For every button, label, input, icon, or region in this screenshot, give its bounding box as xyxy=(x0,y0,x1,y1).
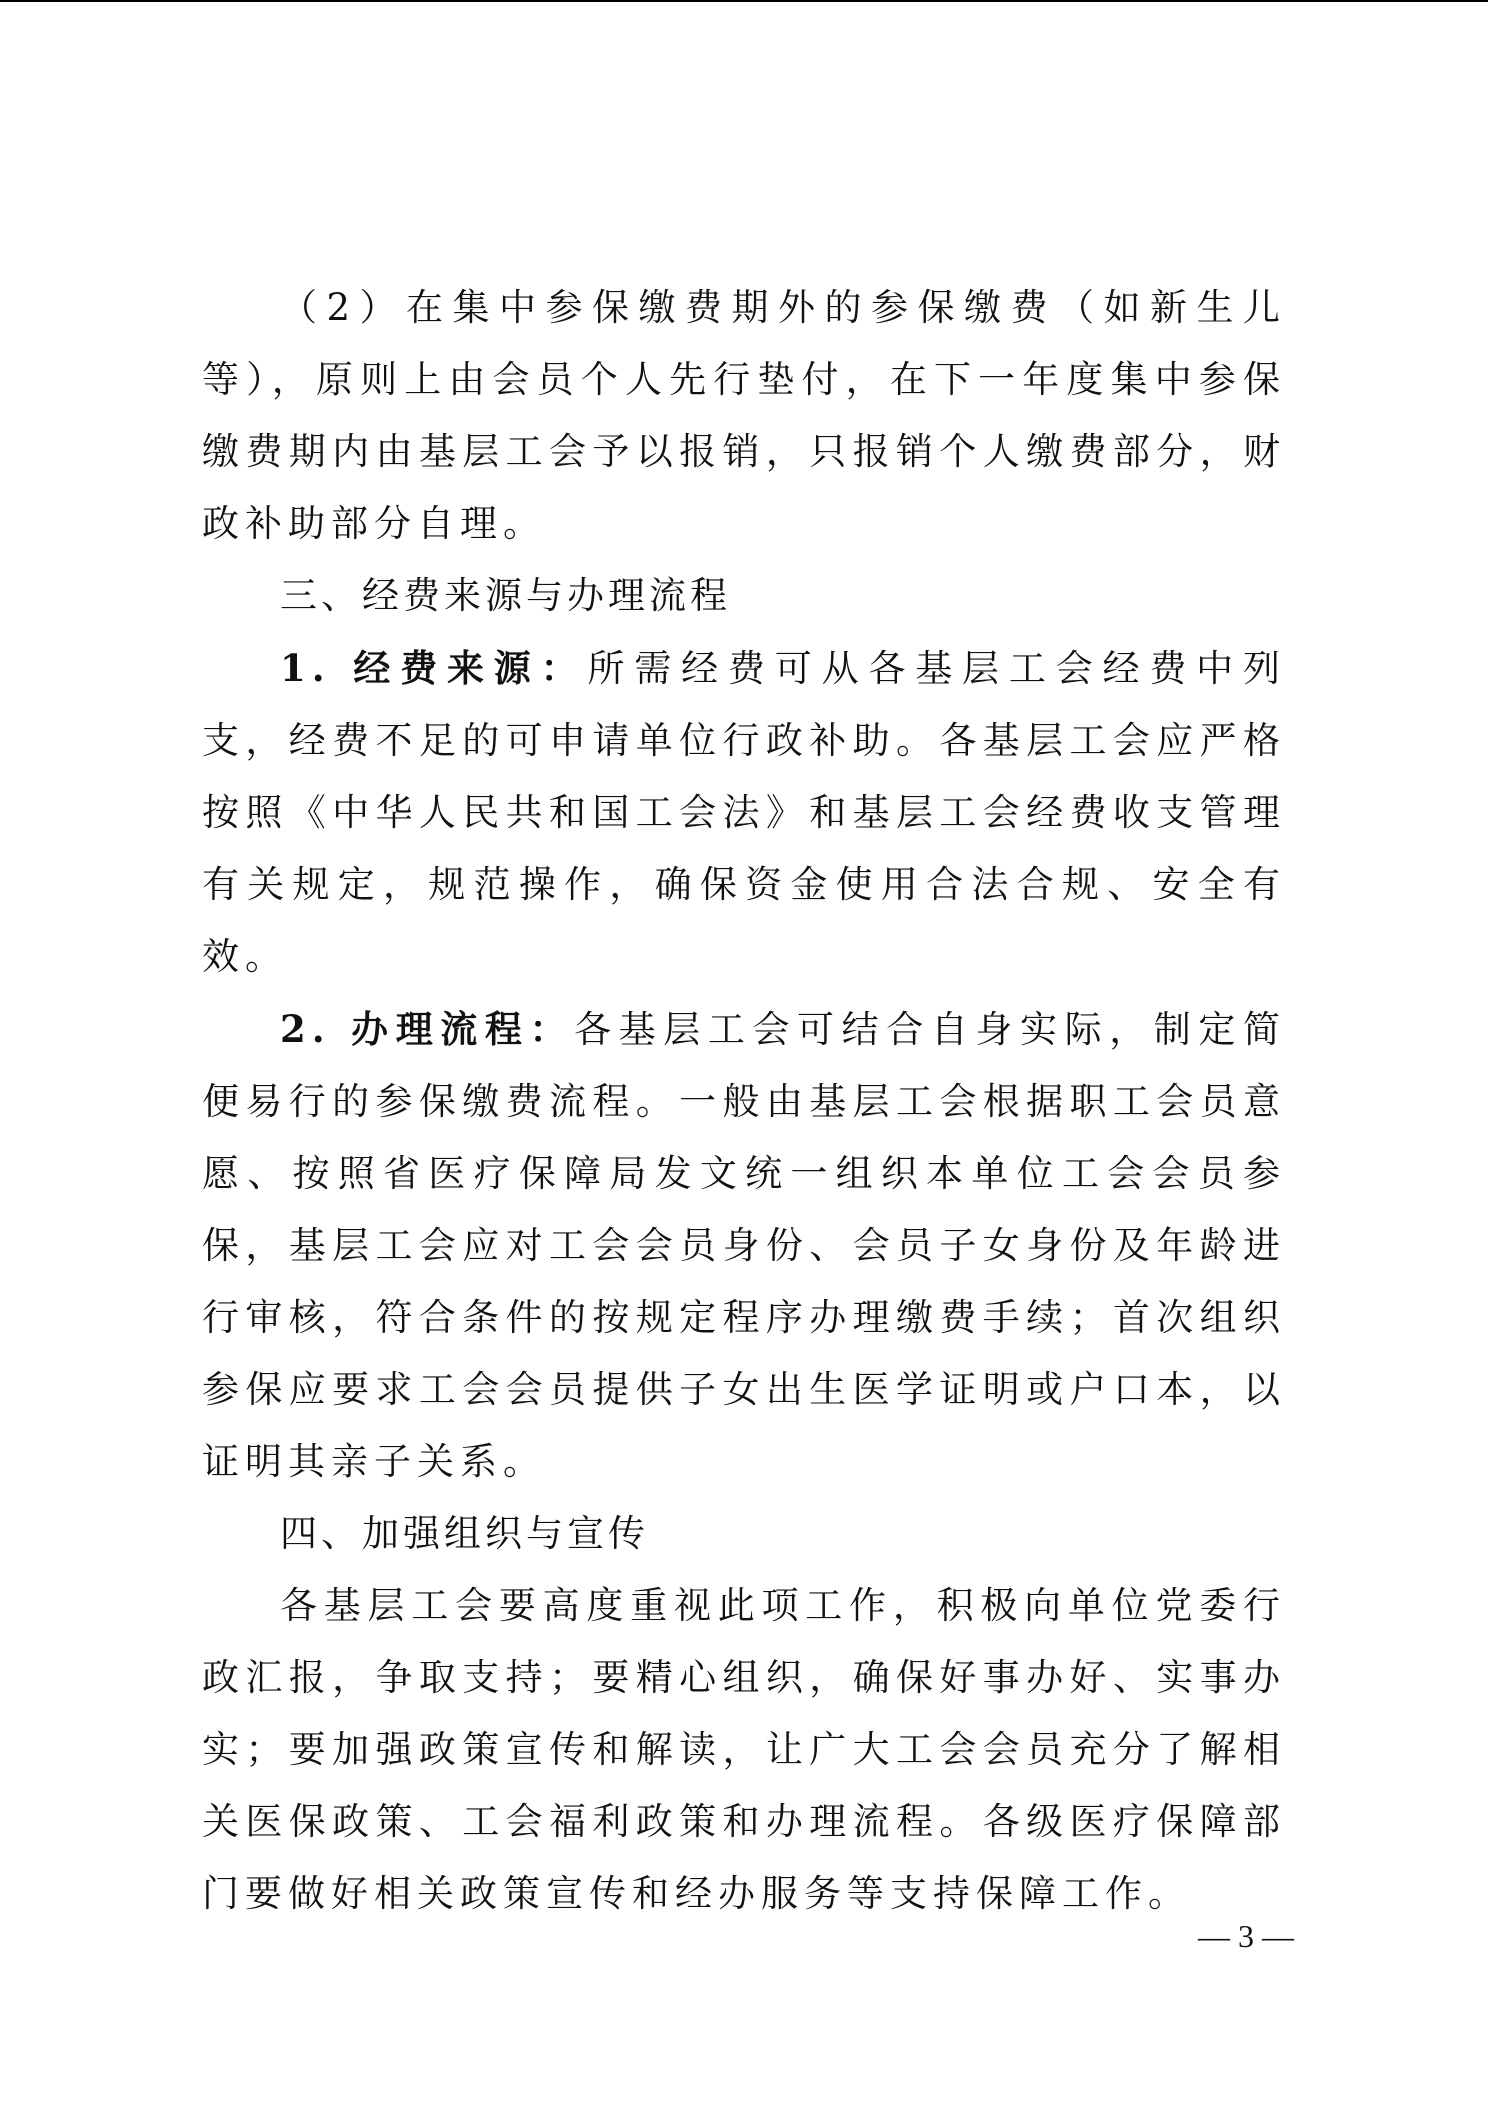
section-heading-funding-and-process: 三、经费来源与办理流程 xyxy=(280,574,731,617)
paragraph-funding-source xyxy=(202,632,1286,993)
paragraph-text: 各基层工会可结合自身实际，制定简便易行的参保缴费流程。一般由基层工会根据职工会员意愿、按照省医疗保障局发文统一组织本单位工会会员参保，基层工会应对工会会员身份、会员子女身份及年龄进行审核，符合条件的按规定程序办理缴费手续；首次组织参保应要求工会会员提供子女出生医学证明或户口本，以证明其亲子关系。 xyxy=(202,1008,1286,1483)
paragraph-lead-label: 1. 经费来源： xyxy=(280,646,588,690)
paragraph-text: （2）在集中参保缴费期外的参保缴费（如新生儿等），原则上由会员个人先行垫付，在下一年度集中参保缴费期内由基层工会予以报销，只报销个人缴费部分，财政补助部分自理。 xyxy=(202,286,1286,545)
document-page-body xyxy=(202,272,1286,1930)
paragraph-organization-publicity xyxy=(202,1570,1286,1930)
page-number: — 3 — xyxy=(1198,1918,1294,1954)
paragraph-process xyxy=(202,993,1286,1498)
paragraph-text: 所需经费可从各基层工会经费中列支，经费不足的可申请单位行政补助。各基层工会应严格按照《中华人民共和国工会法》和基层工会经费收支管理有关规定，规范操作，确保资金使用合法合规、安全有效。 xyxy=(202,647,1286,978)
section-heading-organization-and-publicity: 四、加强组织与宣传 xyxy=(280,1512,649,1555)
top-border-line xyxy=(0,0,1488,2)
paragraph-off-period-payment xyxy=(202,272,1286,560)
paragraph-lead-label: 2. 办理流程： xyxy=(280,1007,575,1051)
paragraph-text: 各基层工会要高度重视此项工作，积极向单位党委行政汇报，争取支持；要精心组织，确保好事办好、实事办实；要加强政策宣传和解读，让广大工会会员充分了解相关医保政策、工会福利政策和办理流程。各级医疗保障部门要做好相关政策宣传和经办服务等支持保障工作。 xyxy=(202,1584,1286,1915)
